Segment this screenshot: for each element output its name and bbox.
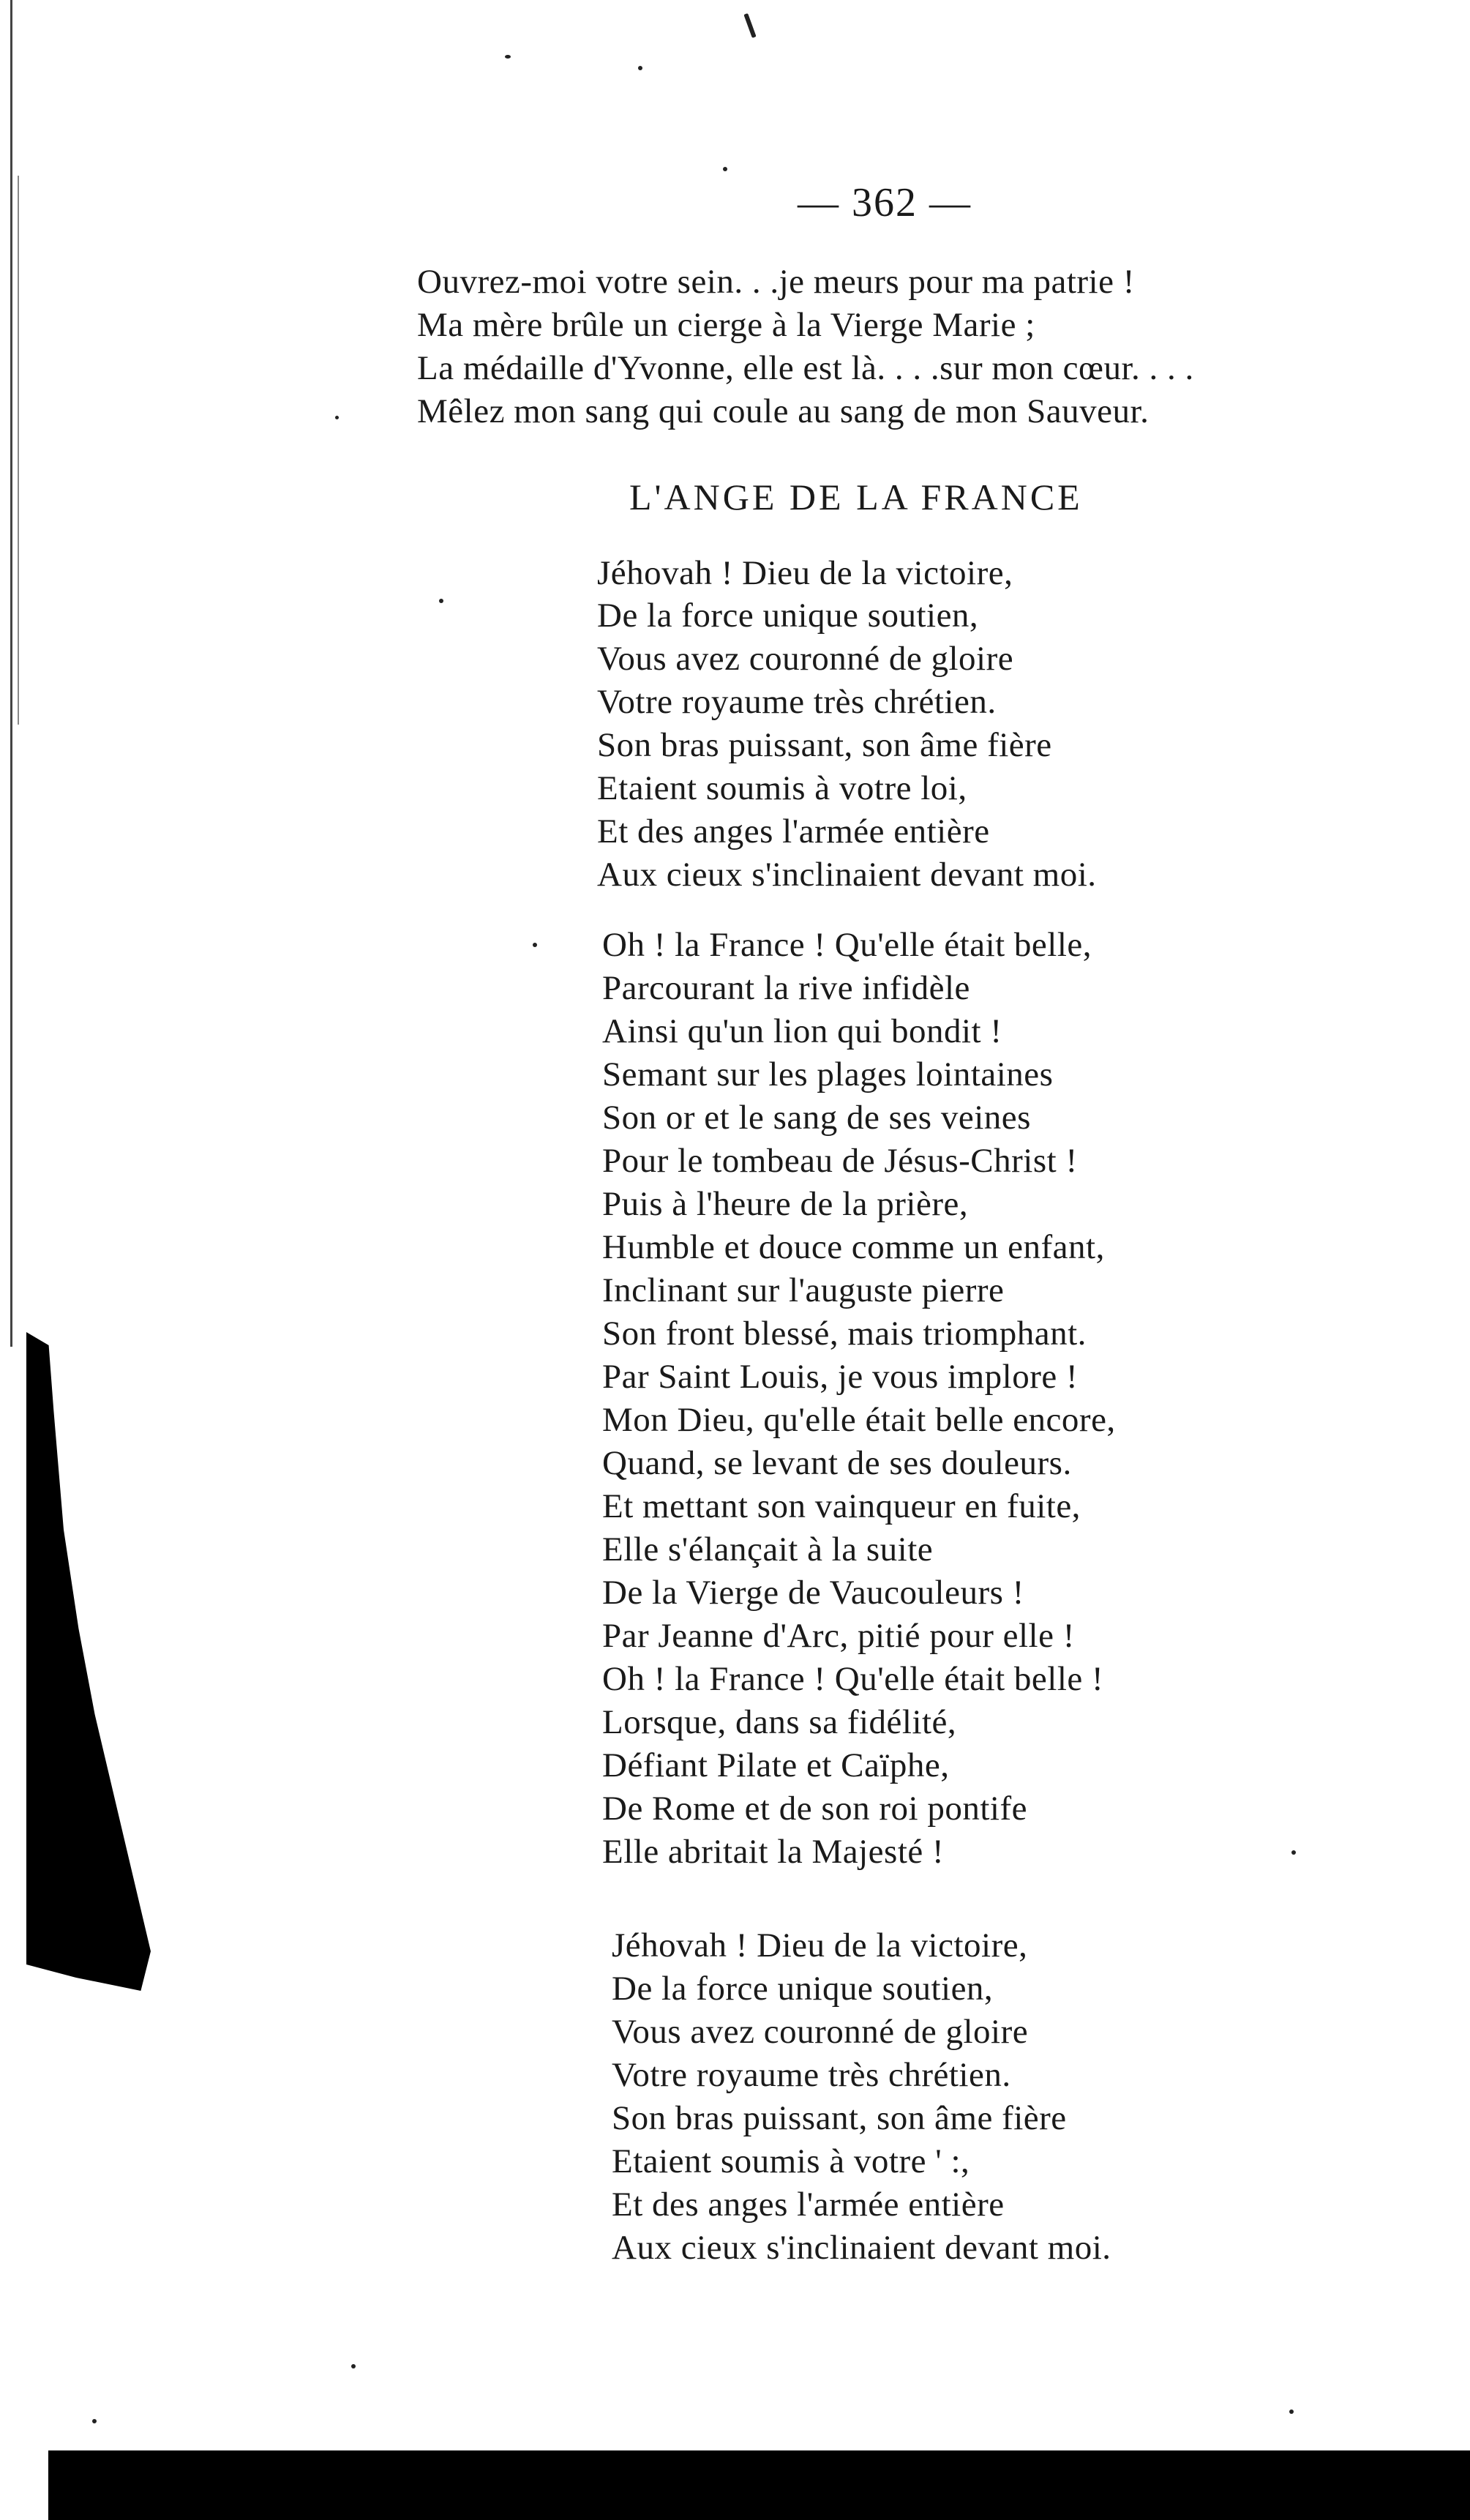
verse-line: De la Vierge de Vaucouleurs ! xyxy=(602,1574,1024,1612)
scan-speck xyxy=(1291,1850,1296,1855)
poem-title: L'ANGE DE LA FRANCE xyxy=(629,476,1083,517)
verse-line: Ma mère brûle un cierge à la Vierge Marie ; xyxy=(417,306,1035,344)
verse-line: Son front blessé, mais triomphant. xyxy=(602,1315,1087,1353)
verse-line: Son bras puissant, son âme fière xyxy=(597,726,1052,764)
verse-line: Elle s'élançait à la suite xyxy=(602,1530,934,1569)
verse-line: Semant sur les plages lointaines xyxy=(602,1055,1054,1093)
verse-line: Votre royaume très chrétien. xyxy=(597,683,997,721)
scan-speck xyxy=(533,943,537,947)
verse-line: Votre royaume très chrétien. xyxy=(612,2056,1011,2094)
verse-line: Défiant Pilate et Caïphe, xyxy=(602,1746,950,1784)
scan-bottom-border xyxy=(48,2450,1470,2520)
scan-speck xyxy=(439,599,443,603)
page-number: — 362 — xyxy=(798,180,972,225)
verse-line: Vous avez couronné de gloire xyxy=(597,640,1014,678)
verse-line: Elle abritait la Majesté ! xyxy=(602,1833,945,1871)
verse-line: Humble et douce comme un enfant, xyxy=(602,1228,1105,1266)
verse-line: Lorsque, dans sa fidélité, xyxy=(602,1703,957,1741)
scan-binding-shadow xyxy=(26,1332,151,1991)
verse-line: Pour le tombeau de Jésus-Christ ! xyxy=(602,1142,1078,1180)
scan-speck xyxy=(335,416,339,419)
verse-line: Jéhovah ! Dieu de la victoire, xyxy=(597,554,1013,592)
verse-line: Et des anges l'armée entière xyxy=(612,2186,1005,2224)
verse-line: Inclinant sur l'auguste pierre xyxy=(602,1271,1005,1309)
verse-line: Mon Dieu, qu'elle était belle encore, xyxy=(602,1401,1116,1439)
verse-line: De la force unique soutien, xyxy=(612,1970,994,2008)
verse-line: Par Jeanne d'Arc, pitié pour elle ! xyxy=(602,1617,1075,1655)
verse-line: Ouvrez-moi votre sein. . .je meurs pour ma patrie ! xyxy=(417,263,1135,301)
verse-line: Son bras puissant, son âme fière xyxy=(612,2099,1067,2137)
verse-line: Etaient soumis à votre ' :, xyxy=(612,2142,970,2180)
verse-line: Mêlez mon sang qui coule au sang de mon Sauveur. xyxy=(417,392,1150,430)
scan-speck xyxy=(92,2419,97,2423)
verse-line: Oh ! la France ! Qu'elle était belle, xyxy=(602,926,1092,964)
verse-line: Jéhovah ! Dieu de la victoire, xyxy=(612,1926,1028,1964)
verse-line: Vous avez couronné de gloire xyxy=(612,2013,1029,2051)
scan-speck xyxy=(505,55,511,59)
verse-line: La médaille d'Yvonne, elle est là. . . .sur mon cœur. . . . xyxy=(417,349,1194,387)
verse-line: De la force unique soutien, xyxy=(597,597,979,635)
verse-line: De Rome et de son roi pontife xyxy=(602,1790,1027,1828)
verse-line: Puis à l'heure de la prière, xyxy=(602,1185,969,1223)
verse-line: Par Saint Louis, je vous implore ! xyxy=(602,1358,1079,1396)
scan-speck xyxy=(638,66,642,70)
scan-speck xyxy=(351,2364,356,2368)
scan-edge-line-faint xyxy=(18,176,19,725)
verse-line: Et mettant son vainqueur en fuite, xyxy=(602,1487,1081,1525)
verse-line: Parcourant la rive infidèle xyxy=(602,969,970,1007)
verse-line: Aux cieux s'inclinaient devant moi. xyxy=(597,856,1097,894)
scan-edge-line xyxy=(10,0,12,1347)
scan-speck xyxy=(743,13,756,38)
scan-speck xyxy=(723,167,727,171)
verse-line: Son or et le sang de ses veines xyxy=(602,1099,1031,1137)
verse-line: Quand, se levant de ses douleurs. xyxy=(602,1444,1072,1482)
verse-line: Aux cieux s'inclinaient devant moi. xyxy=(612,2229,1111,2267)
verse-line: Et des anges l'armée entière xyxy=(597,812,990,850)
verse-line: Ainsi qu'un lion qui bondit ! xyxy=(602,1012,1002,1050)
scan-speck xyxy=(1289,2409,1294,2414)
verse-line: Etaient soumis à votre loi, xyxy=(597,769,967,807)
verse-line: Oh ! la France ! Qu'elle était belle ! xyxy=(602,1660,1104,1698)
